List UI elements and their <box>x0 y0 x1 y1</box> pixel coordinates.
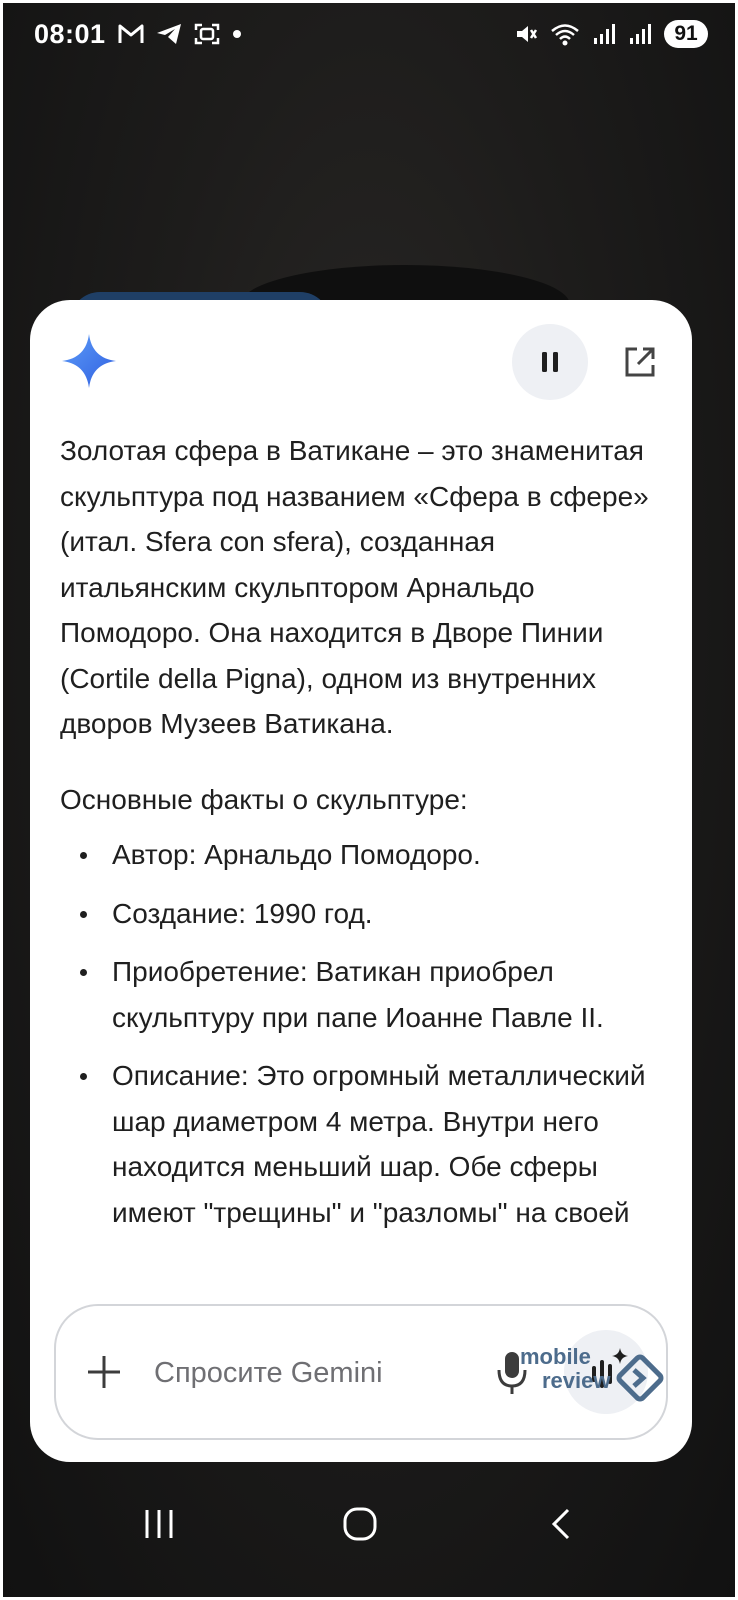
gemini-sparkle-icon <box>60 332 118 390</box>
screen-capture-icon <box>194 22 220 46</box>
back-button[interactable] <box>540 1502 584 1546</box>
watermark-line2: review <box>542 1368 611 1393</box>
battery-indicator: 91 <box>664 20 708 48</box>
facts-heading: Основные факты о скульптуре: <box>60 783 468 815</box>
status-bar-left <box>34 19 242 50</box>
open-in-app-button[interactable] <box>620 342 660 382</box>
recents-button[interactable] <box>137 1502 181 1546</box>
navigation-bar <box>0 1490 738 1560</box>
watermark-line1: mobile <box>520 1344 591 1369</box>
prompt-input[interactable] <box>152 1350 486 1396</box>
list-item: Приобретение: Ватикан приобрел скульптуру при папе Иоанне Павле II. <box>60 949 666 1040</box>
back-icon <box>544 1506 580 1542</box>
list-item: Описание: Это огромный металлический шар диаметром 4 метра. Внутри него находится меньший шар. Обе сферы имеют "трещины" и "разломы" на своей <box>60 1053 666 1235</box>
prompt-bar <box>54 1304 668 1440</box>
response-paragraph: Золотая сфера в Ватикане – это знаменитая скульптура под названием «Сфера в сфере» (итал. Sfera con sfera), созданная итальянским скульптором Арнальдо Помодоро. Она находится в Дворе Пинии (Cortile della Pigna), одном из внутренних дворов Музеев Ватикана. <box>60 435 649 739</box>
wifi-icon <box>550 22 580 46</box>
gemini-overlay-card <box>30 300 692 1462</box>
plus-icon <box>84 1352 124 1392</box>
recents-icon <box>141 1506 177 1542</box>
status-bar-right <box>514 20 708 48</box>
response-content <box>60 428 666 1248</box>
pause-button[interactable] <box>512 324 588 400</box>
dot-icon <box>232 29 242 39</box>
open-external-icon <box>623 345 657 379</box>
add-attachment-button[interactable] <box>84 1352 124 1392</box>
facts-list <box>60 832 666 1235</box>
signal-icon <box>628 22 652 46</box>
signal-icon <box>592 22 616 46</box>
list-item: Создание: 1990 год. <box>60 891 666 937</box>
status-time: 08:01 <box>34 18 106 49</box>
card-header <box>60 328 662 398</box>
home-icon <box>340 1504 380 1544</box>
watermark-logo-icon <box>610 1348 670 1408</box>
home-button[interactable] <box>338 1502 382 1546</box>
list-item: Автор: Арнальдо Помодоро. <box>60 832 666 878</box>
watermark <box>520 1342 670 1412</box>
telegram-icon <box>156 23 182 45</box>
mute-icon <box>514 22 538 46</box>
pause-icon <box>538 350 562 374</box>
gmail-icon <box>118 23 144 45</box>
status-bar <box>34 14 708 54</box>
